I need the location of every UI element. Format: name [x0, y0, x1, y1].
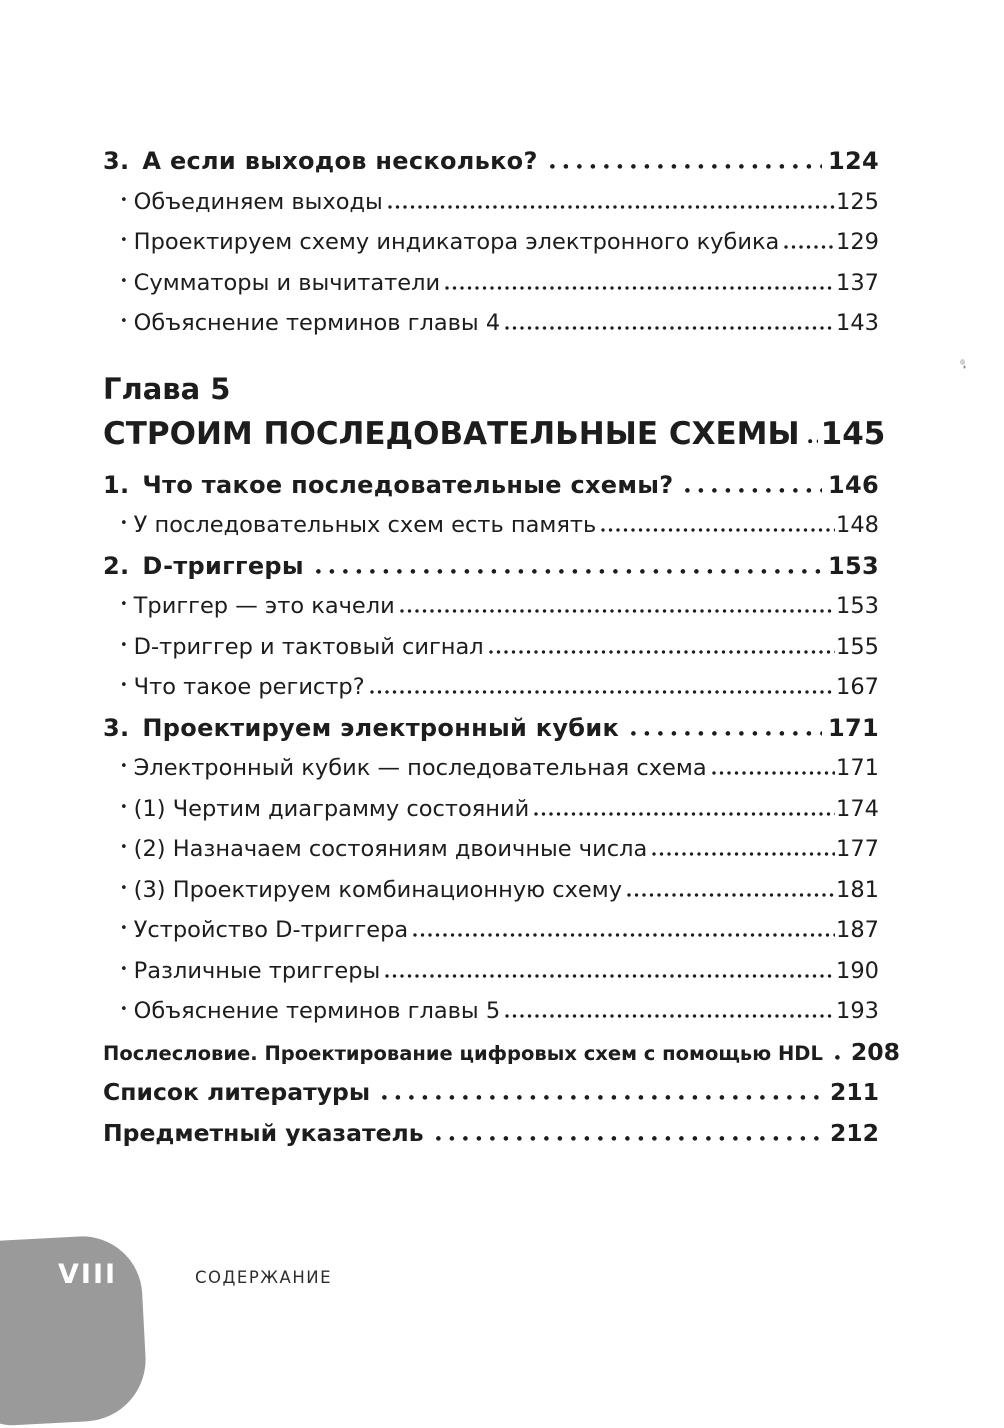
bullet-icon: •	[120, 516, 128, 531]
entry-page-number: 177	[836, 836, 879, 862]
bullet-icon: •	[120, 597, 128, 612]
entry-page-number: 155	[836, 633, 879, 660]
leader-dots	[382, 1095, 824, 1100]
entry-page-number: 153	[836, 593, 879, 619]
leader-dots	[712, 771, 835, 775]
leader-dots	[601, 528, 835, 532]
entry-label: Электронный кубик — последовательная схема	[133, 755, 707, 781]
leader-dots	[685, 488, 822, 493]
entry-label: Объяснение терминов главы 4	[133, 310, 501, 336]
entry-label: Проектируем электронный кубик	[142, 713, 620, 742]
leader-dots	[400, 609, 835, 613]
entry-page-number: 212	[829, 1118, 879, 1147]
entry-number: 1.	[103, 470, 130, 499]
entry-page-number: 143	[836, 310, 879, 336]
entry-page-number: 125	[836, 188, 879, 215]
bullet-icon: •	[120, 637, 128, 653]
entry-page-number: 190	[836, 957, 879, 984]
toc-entry-sub	[103, 505, 879, 546]
toc-entry-sub	[103, 870, 879, 911]
entry-label: Что такое последовательные схемы?	[142, 470, 674, 499]
toc-entry-sub	[103, 789, 879, 830]
leader-dots	[388, 205, 835, 209]
chapter-label	[103, 367, 879, 411]
entry-label: D-триггер и тактовый сигнал	[133, 633, 484, 660]
entry-number: 3.	[103, 713, 130, 742]
chapter-title-text: СТРОИМ ПОСЛЕДОВАТЕЛЬНЫЕ СХЕМЫ	[103, 415, 800, 452]
toc-entry-backmatter	[103, 1032, 900, 1073]
entry-page-number: 208	[850, 1037, 900, 1066]
bullet-icon: •	[120, 678, 128, 693]
entry-label: Устройство D-триггера	[133, 917, 409, 943]
entry-page-number: 153	[828, 551, 879, 580]
entry-page-number: 193	[836, 998, 879, 1024]
leader-dots	[445, 286, 835, 290]
toc-entry-backmatter	[103, 1113, 879, 1154]
toc-entry-sub	[103, 586, 879, 627]
entry-page-number: 124	[828, 147, 879, 175]
leader-dots	[784, 245, 835, 249]
entry-page-number: 171	[828, 713, 879, 742]
entry-page-number: 174	[836, 795, 879, 822]
entry-page-number: 187	[836, 917, 879, 943]
leader-dots	[505, 1014, 835, 1018]
bullet-icon: •	[120, 192, 128, 208]
entry-label: D-триггеры	[142, 551, 304, 580]
entry-page-number: 145	[820, 415, 886, 452]
entry-page-number: 148	[836, 512, 879, 538]
scan-artifact-dot	[960, 359, 965, 365]
toc-entry-sub	[103, 748, 879, 789]
toc-entry-sub	[103, 303, 879, 344]
chapter-label-text: Глава 5	[103, 371, 231, 406]
leader-dots	[631, 731, 822, 736]
leader-dots	[808, 439, 818, 444]
leader-dots	[550, 164, 822, 169]
bullet-icon: •	[120, 759, 128, 774]
toc-entry-section	[103, 465, 879, 506]
toc-entry-sub	[103, 991, 879, 1032]
entry-page-number: 137	[836, 269, 879, 296]
toc-entry-sub	[103, 951, 879, 992]
entry-label: Послесловие. Проектирование цифровых схем с помощью HDL	[103, 1041, 823, 1065]
entry-label: Объединяем выходы	[133, 188, 383, 215]
entry-label: (1) Чертим диаграмму состояний	[133, 795, 530, 822]
leader-dots	[370, 690, 835, 694]
entry-page-number: 211	[829, 1078, 879, 1106]
toc-entry-section	[103, 141, 879, 182]
toc-entry-sub	[103, 829, 879, 870]
entry-label: Список литературы	[103, 1078, 371, 1106]
entry-page-number: 129	[836, 229, 879, 255]
leader-dots	[627, 893, 835, 897]
entry-label: Сумматоры и вычитатели	[133, 269, 441, 296]
entry-label: Объяснение терминов главы 5	[133, 998, 501, 1024]
entry-page-number: 167	[836, 674, 879, 700]
bullet-icon: •	[120, 840, 128, 855]
toc-entry-backmatter	[103, 1072, 879, 1113]
entry-label: Триггер — это качели	[133, 593, 395, 619]
toc-entry-sub	[103, 263, 879, 304]
entry-number: 2.	[103, 551, 130, 580]
entry-label: У последовательных схем есть память	[133, 512, 597, 538]
bullet-icon: •	[120, 273, 128, 289]
bullet-icon: •	[120, 799, 128, 815]
bullet-icon: •	[120, 961, 128, 977]
entry-label: (2) Назначаем состояниям двоичные числа	[133, 836, 648, 862]
toc-entry-sub	[103, 627, 879, 668]
leader-dots	[385, 974, 835, 978]
leader-dots	[534, 812, 835, 816]
toc-entry-sub	[103, 910, 879, 951]
footer-page-number: VIII	[58, 1259, 118, 1290]
toc-entry-section	[103, 708, 879, 749]
entry-page-number: 171	[836, 755, 879, 781]
entry-page-number: 181	[836, 876, 879, 903]
bullet-icon: •	[120, 921, 128, 936]
leader-dots	[652, 852, 835, 856]
entry-label: (3) Проектируем комбинационную схему	[133, 876, 623, 903]
leader-dots	[505, 326, 835, 330]
bullet-icon: •	[120, 880, 128, 896]
footer-section-label: СОДЕРЖАНИЕ	[195, 1268, 333, 1287]
leader-dots	[835, 1055, 845, 1060]
leader-dots	[489, 650, 835, 654]
bullet-icon: •	[120, 314, 128, 329]
toc-entry-sub	[103, 222, 879, 263]
toc-entry-sub	[103, 667, 879, 708]
leader-dots	[436, 1136, 824, 1141]
bullet-icon: •	[120, 1002, 128, 1017]
entry-label: Что такое регистр?	[133, 674, 365, 700]
toc-entry-section	[103, 546, 879, 587]
leader-dots	[316, 569, 822, 574]
table-of-contents	[103, 141, 900, 1153]
leader-dots	[413, 933, 835, 937]
entry-label: Предметный указатель	[103, 1118, 424, 1147]
toc-entry-sub	[103, 182, 879, 223]
bullet-icon: •	[120, 233, 128, 248]
entry-number: 3.	[103, 147, 130, 175]
entry-label: Различные триггеры	[133, 957, 381, 984]
chapter-title	[103, 411, 886, 458]
entry-page-number: 146	[828, 470, 879, 499]
entry-label: А если выходов несколько?	[142, 147, 538, 175]
entry-label: Проектируем схему индикатора электронного кубика	[133, 229, 780, 255]
